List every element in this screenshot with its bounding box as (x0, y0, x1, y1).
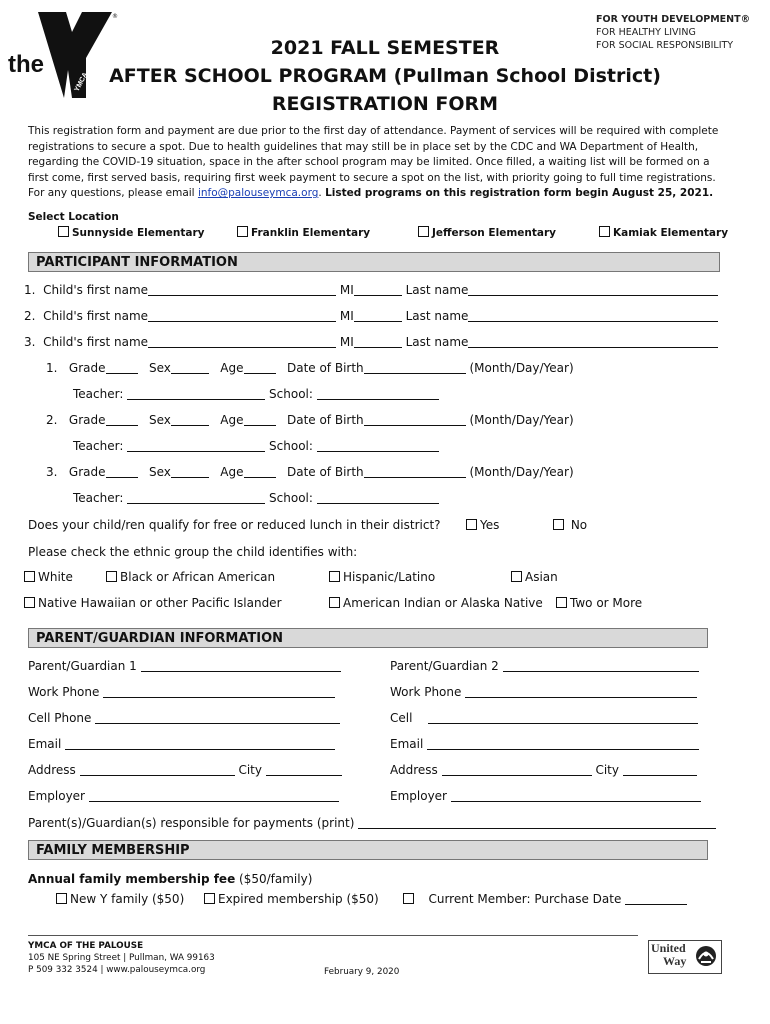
text-field[interactable] (103, 685, 335, 698)
grade-field[interactable] (106, 413, 138, 426)
row-number: 1. (46, 361, 58, 375)
footer-org: YMCA OF THE PALOUSE (28, 941, 144, 951)
footer-date: February 9, 2020 (324, 967, 400, 977)
grade-label: Grade (68, 413, 106, 427)
dob-field[interactable] (364, 361, 466, 374)
ethnic-two-or-more[interactable] (556, 596, 642, 610)
grade-label: Grade (68, 361, 106, 375)
text-field[interactable] (428, 711, 698, 724)
footer-divider (28, 935, 638, 936)
last-name-label: Last name (405, 335, 469, 349)
row-number: 2. (46, 413, 58, 427)
first-name-label: Child's first name (43, 335, 149, 349)
field-label: Address (28, 763, 76, 777)
school-label: School: (269, 491, 313, 505)
mi-label: MI (339, 283, 354, 297)
guardian-1-cell-phone (28, 711, 340, 725)
footer-address: 105 NE Spring Street | Pullman, WA 99163 (28, 953, 215, 963)
grade-label: Grade (68, 465, 106, 479)
mi-label: MI (339, 309, 354, 323)
guardian-2-address (390, 763, 697, 777)
option-label: Yes (480, 518, 500, 532)
mi-field[interactable] (354, 283, 402, 296)
child-name-row-1 (24, 283, 718, 297)
mi-field[interactable] (354, 335, 402, 348)
footer-contact: P 509 332 3524 | www.palouseymca.org (28, 965, 206, 975)
first-name-field[interactable] (148, 335, 336, 348)
guardian-2-employer (390, 789, 701, 803)
city-field[interactable] (266, 763, 342, 776)
guardian-1-work-phone (28, 685, 335, 699)
school-field[interactable] (317, 491, 439, 504)
ethnic-asian[interactable] (511, 570, 558, 584)
option-label: Jefferson Elementary (432, 227, 556, 239)
text-field[interactable] (442, 763, 592, 776)
section-participant: PARTICIPANT INFORMATION (28, 252, 720, 272)
option-label: White (38, 570, 73, 584)
ethnic-hawaiian[interactable] (24, 596, 282, 610)
checkbox[interactable] (418, 226, 429, 237)
dob-format: (Month/Day/Year) (469, 465, 574, 479)
sex-field[interactable] (171, 413, 209, 426)
option-label: Kamiak Elementary (613, 227, 729, 239)
option-label: Franklin Elementary (251, 227, 371, 239)
intro-paragraph (28, 124, 728, 202)
checkbox[interactable] (556, 597, 567, 608)
intro-period: . (318, 187, 326, 200)
checkbox[interactable] (403, 893, 414, 904)
option-label: Sunnyside Elementary (72, 227, 205, 239)
footer-address-block (28, 940, 215, 976)
option-label: Native Hawaiian or other Pacific Islander (38, 596, 282, 610)
dob-format: (Month/Day/Year) (469, 361, 574, 375)
option-label: Asian (525, 570, 558, 584)
child-detail-row-1 (46, 361, 574, 375)
dob-format: (Month/Day/Year) (469, 413, 574, 427)
field-label: Employer (28, 789, 85, 803)
membership-current[interactable] (403, 892, 687, 906)
united-way-logo (648, 940, 722, 974)
location-sunnyside[interactable] (58, 226, 205, 239)
field-label: Parent/Guardian 1 (28, 659, 137, 673)
location-label: Select Location (28, 211, 119, 223)
hand-rainbow-icon (695, 945, 717, 967)
field-label: Email (28, 737, 62, 751)
field-label: Address (390, 763, 438, 777)
checkbox[interactable] (511, 571, 522, 582)
last-name-label: Last name (405, 283, 469, 297)
option-label: Hispanic/Latino (343, 570, 436, 584)
age-field[interactable] (244, 413, 276, 426)
tagline-1: FOR YOUTH DEVELOPMENT® (596, 14, 751, 25)
location-kamiak[interactable] (599, 226, 728, 239)
membership-expired[interactable] (204, 892, 379, 906)
teacher-field[interactable] (127, 387, 265, 400)
intro-bold-note: Listed programs on this registration form begin August 25, 2021. (325, 187, 714, 200)
mi-label: MI (339, 335, 354, 349)
checkbox[interactable] (24, 597, 35, 608)
teacher-row-3 (73, 491, 439, 505)
age-label: Age (220, 465, 244, 479)
last-name-label: Last name (405, 309, 469, 323)
text-field[interactable] (95, 711, 340, 724)
teacher-label: Teacher: (73, 387, 124, 401)
fee-bold: Annual family membership fee (28, 872, 236, 886)
text-field[interactable] (451, 789, 701, 802)
checkbox[interactable] (553, 519, 564, 530)
row-number: 1. (24, 283, 36, 297)
first-name-label: Child's first name (43, 283, 149, 297)
guardian-1-employer (28, 789, 339, 803)
grade-field[interactable] (106, 465, 138, 478)
teacher-row-2 (73, 439, 439, 453)
lunch-no[interactable] (553, 518, 587, 532)
teacher-label: Teacher: (73, 439, 124, 453)
checkbox[interactable] (466, 519, 477, 530)
ethnic-question: Please check the ethnic group the child identifies with: (28, 545, 358, 559)
section-family: FAMILY MEMBERSHIP (28, 840, 708, 860)
option-label: Current Member: Purchase Date (428, 892, 622, 906)
row-number: 2. (24, 309, 36, 323)
mi-field[interactable] (354, 309, 402, 322)
title-line-2: AFTER SCHOOL PROGRAM (Pullman School District) (109, 65, 661, 87)
grade-field[interactable] (106, 361, 138, 374)
logo-word: the (8, 51, 44, 78)
city-label: City (595, 763, 619, 777)
row-number: 3. (24, 335, 36, 349)
guardian-2-email (390, 737, 699, 751)
ethnic-hispanic[interactable] (329, 570, 435, 584)
field-label: Email (390, 737, 424, 751)
text-field[interactable] (141, 659, 341, 672)
svg-text:®: ® (112, 13, 118, 20)
location-jefferson[interactable] (418, 226, 556, 239)
text-field[interactable] (427, 737, 699, 750)
title-line-3: REGISTRATION FORM (271, 93, 499, 115)
guardian-2-cell (390, 711, 698, 725)
checkbox[interactable] (329, 597, 340, 608)
first-name-field[interactable] (148, 283, 336, 296)
tagline-3: FOR SOCIAL RESPONSIBILITY (596, 40, 734, 51)
field-label: Parent/Guardian 2 (390, 659, 499, 673)
age-field[interactable] (244, 361, 276, 374)
sex-label: Sex (148, 361, 171, 375)
purchase-date-field[interactable] (625, 892, 687, 905)
lunch-question: Does your child/ren qualify for free or reduced lunch in their district? (28, 518, 441, 532)
uw-line-2: Way (663, 954, 687, 968)
field-label: Cell (390, 711, 413, 725)
text-field[interactable] (65, 737, 335, 750)
checkbox[interactable] (106, 571, 117, 582)
last-name-field[interactable] (468, 309, 718, 322)
age-field[interactable] (244, 465, 276, 478)
guardian-1-name (28, 659, 341, 673)
row-number: 3. (46, 465, 58, 479)
option-label: American Indian or Alaska Native (343, 596, 543, 610)
city-field[interactable] (623, 763, 697, 776)
last-name-field[interactable] (468, 283, 718, 296)
fee-rest: ($50/family) (235, 872, 313, 886)
field-label: Cell Phone (28, 711, 92, 725)
lunch-yes[interactable] (466, 518, 499, 532)
guardian-1-email (28, 737, 335, 751)
school-field[interactable] (317, 439, 439, 452)
school-field[interactable] (317, 387, 439, 400)
dob-label: Date of Birth (286, 465, 364, 479)
field-label: Employer (390, 789, 447, 803)
city-label: City (238, 763, 262, 777)
logo-ymca: YMCA (73, 71, 90, 93)
first-name-field[interactable] (148, 309, 336, 322)
tagline-2: FOR HEALTHY LIVING (596, 27, 696, 38)
location-franklin[interactable] (237, 226, 370, 239)
field-label: Work Phone (390, 685, 462, 699)
field-label: Parent(s)/Guardian(s) responsible for payments (print) (28, 816, 355, 830)
first-name-label: Child's first name (43, 309, 149, 323)
checkbox[interactable] (204, 893, 215, 904)
teacher-label: Teacher: (73, 491, 124, 505)
checkbox[interactable] (24, 571, 35, 582)
payment-responsible (28, 816, 716, 830)
sex-label: Sex (148, 465, 171, 479)
teacher-field[interactable] (127, 491, 265, 504)
child-name-row-2 (24, 309, 718, 323)
option-label: New Y family ($50) (70, 892, 185, 906)
fee-line (28, 872, 312, 886)
school-label: School: (269, 439, 313, 453)
title-line-1: 2021 FALL SEMESTER (270, 37, 500, 59)
checkbox[interactable] (599, 226, 610, 237)
checkbox[interactable] (329, 571, 340, 582)
ethnic-white[interactable] (24, 570, 73, 584)
checkbox[interactable] (237, 226, 248, 237)
email-link[interactable]: info@palouseymca.org (197, 187, 319, 200)
option-label: No (570, 518, 588, 532)
uw-line-1: United (651, 941, 686, 955)
guardian-1-address (28, 763, 342, 777)
age-label: Age (220, 361, 244, 375)
option-label: Two or More (570, 596, 643, 610)
school-label: School: (269, 387, 313, 401)
dob-field[interactable] (364, 413, 466, 426)
option-label: Expired membership ($50) (218, 892, 379, 906)
checkbox[interactable] (56, 893, 67, 904)
membership-new[interactable] (56, 892, 184, 906)
age-label: Age (220, 413, 244, 427)
option-label: Black or African American (120, 570, 276, 584)
ethnic-black[interactable] (106, 570, 275, 584)
text-field[interactable] (80, 763, 235, 776)
ethnic-american-indian[interactable] (329, 596, 543, 610)
guardian-2-work-phone (390, 685, 697, 699)
dob-field[interactable] (364, 465, 466, 478)
child-detail-row-2 (46, 413, 574, 427)
intro-text: This registration form and payment are due prior to the first day of attendance. Payment of services will be required with complete registrations to secure a spot. Due to health guidelines that may still be in place set by the CDC and WA Department of Health, regarding the COVID-19 situation, space in the after school program may be limited. Once filled, a waiting list will be formed on a first come, first served basis, requiring first week payment to secure a spot on the list, with priority going to full time registrations. For any questions, please email (28, 125, 719, 200)
guardian-2-name (390, 659, 699, 673)
text-field[interactable] (89, 789, 339, 802)
dob-label: Date of Birth (286, 413, 364, 427)
section-guardian: PARENT/GUARDIAN INFORMATION (28, 628, 708, 648)
dob-label: Date of Birth (286, 361, 364, 375)
child-name-row-3 (24, 335, 718, 349)
text-field[interactable] (358, 816, 716, 829)
checkbox[interactable] (58, 226, 69, 237)
last-name-field[interactable] (468, 335, 718, 348)
sex-field[interactable] (171, 361, 209, 374)
sex-field[interactable] (171, 465, 209, 478)
text-field[interactable] (465, 685, 697, 698)
field-label: Work Phone (28, 685, 100, 699)
child-detail-row-3 (46, 465, 574, 479)
sex-label: Sex (148, 413, 171, 427)
teacher-field[interactable] (127, 439, 265, 452)
text-field[interactable] (503, 659, 699, 672)
teacher-row-1 (73, 387, 439, 401)
